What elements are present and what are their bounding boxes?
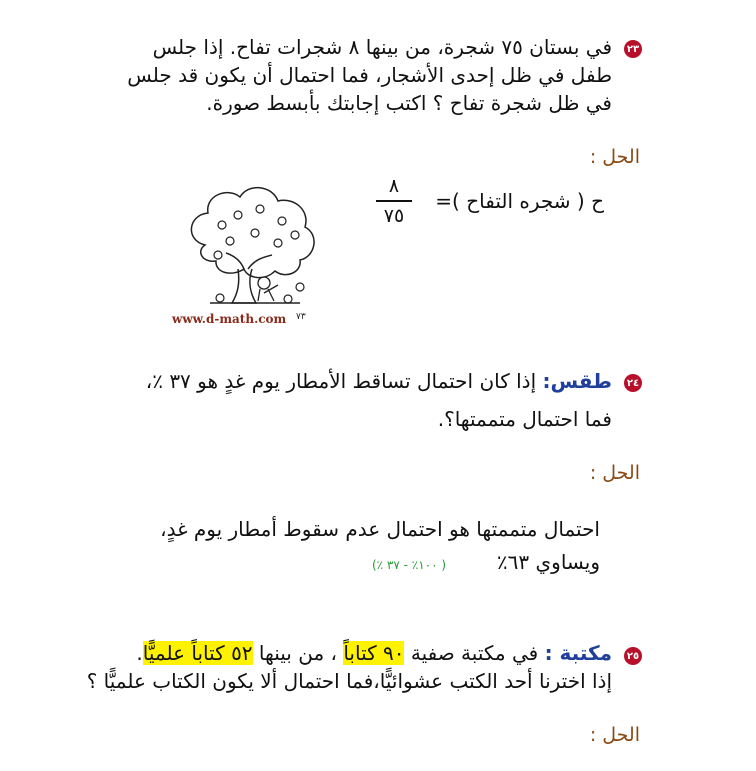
question-number-badge: ٢٥ xyxy=(624,647,642,665)
answer-note: ( ١٠٠٪ - ٣٧ ٪) xyxy=(371,558,447,572)
question-text-line: في بستان ٧٥ شجرة، من بينها ٨ شجرات تفاح. إذا جلس xyxy=(152,35,612,59)
answer-text-line xyxy=(372,549,600,578)
question-keyword: طقس: xyxy=(542,369,612,393)
apple-tree-illustration xyxy=(160,175,330,330)
answer-expression: ح ( شجره التفاح )= xyxy=(435,189,604,213)
solution-label: الحل : xyxy=(589,724,640,746)
fraction-denominator: ٧٥ xyxy=(383,205,405,227)
fraction-numerator: ٨ xyxy=(388,175,400,197)
question-number-badge: ٢٤ xyxy=(624,374,642,392)
question-text: إذا كان احتمال تساقط الأمطار يوم غدٍ هو ٣٧ ٪، xyxy=(145,369,537,393)
image-page-tag: ٧٣ xyxy=(296,312,306,322)
answer-text-line: احتمال متممتها هو احتمال عدم سقوط أمطار يوم غدٍ، xyxy=(160,517,600,541)
answer-text: ويساوي ٦٣٪ xyxy=(496,550,600,574)
question-number-badge: ٢٣ xyxy=(624,40,642,58)
answer-fraction xyxy=(374,175,414,227)
highlighted-count: ٩٠ كتاباً xyxy=(343,641,405,665)
fraction-bar xyxy=(376,200,412,202)
question-text: . xyxy=(136,641,143,665)
question-text-line xyxy=(146,368,612,394)
question-text-line: في ظل شجرة تفاح ؟ اكتب إجابتك بأبسط صورة. xyxy=(206,91,612,115)
highlighted-count: ٥٢ كتاباً علميًّا xyxy=(142,641,253,665)
question-text-line: فما احتمال متممتها؟. xyxy=(437,407,612,431)
solution-label: الحل : xyxy=(589,146,640,168)
website-caption: www.d-math.com xyxy=(172,312,287,326)
question-text: ، من بينها xyxy=(258,641,337,665)
question-text-line: إذا اخترنا أحد الكتب عشوائيًّا،فما احتمال ألا يكون الكتاب علميًّا ؟ xyxy=(86,669,612,693)
solution-label: الحل : xyxy=(589,462,640,484)
question-keyword: مكتبة : xyxy=(544,641,612,665)
question-text: في مكتبة صفية xyxy=(410,641,539,665)
question-text-line: طفل في ظل إحدى الأشجار، فما احتمال أن يكون قد جلس xyxy=(127,63,612,87)
question-text-line xyxy=(136,640,612,666)
